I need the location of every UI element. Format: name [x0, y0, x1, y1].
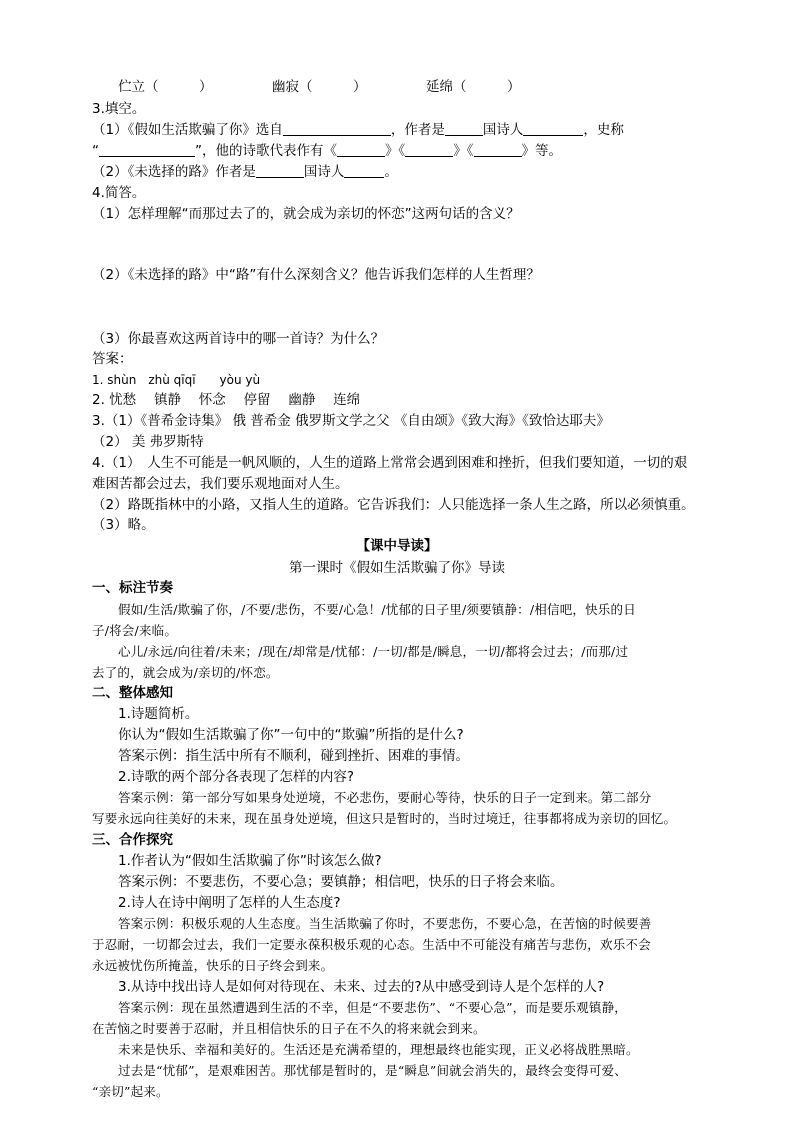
q4-item-1: （1）怎样理解“而那过去了的，就会成为亲切的怀恋”这两句话的含义？: [92, 206, 520, 222]
part-1-heading: 一、标注节奏: [92, 580, 173, 596]
answer-4-2: （2）路既指林中的小路，又指人生的道路。它告诉我们：人只能选择一条人生之路，所以必须慎重。: [92, 497, 695, 513]
answers-label: 答案：: [92, 351, 133, 367]
answer-2: 2. 忧愁 镇静 怀念 停留 幽静 连绵: [92, 392, 361, 408]
answer-4-1-cont: 难困苦都会过去，我们要乐观地面对人生。: [92, 476, 349, 492]
part-2-q1-sub: 你认为“假如生活欺骗了你”一句中的“欺骗”所指的是什么?: [118, 727, 464, 743]
part-3-a2-line-2: 于忍耐，一切都会过去，我们一定要永葆积极乐观的心态。生活中不可能没有痛苦与悲伤，欢乐不会: [92, 937, 651, 952]
part-2-q1: 1.诗题简析。: [118, 706, 199, 722]
part-2-heading: 二、整体感知: [92, 685, 173, 701]
part-3-q2: 2.诗人在诗中阐明了怎样的人生态度?: [118, 895, 341, 911]
part-3-a3-line-4: 过去是“忧郁”，是艰难困苦。那忧郁是暂时的，是“瞬息”间就会消失的，最终会变得可爱、: [118, 1063, 627, 1078]
answer-3-1: 3.（1）《普希金诗集》 俄 普希金 俄罗斯文学之父 《自由颂》《致大海》《致恰达耶夫》: [92, 413, 610, 429]
part-3-q1: 1.作者认为“假如生活欺骗了你”时该怎么做?: [118, 853, 382, 869]
part-3-a3-line-2: 在苦恼之时要善于忍耐，并且相信快乐的日子在不久的将来就会到来。: [92, 1021, 486, 1036]
part-3-q3: 3.从诗中找出诗人是如何对待现在、未来、过去的?从中感受到诗人是个怎样的人?: [118, 979, 605, 995]
answer-1-pinyin: 1. shùn zhù qīqī yòu yù: [92, 373, 261, 387]
part-3-a1: 答案示例：不要悲伤，不要心急；要镇静；相信吧，快乐的日子将会来临。: [118, 874, 564, 890]
part-3-a2-line-3: 永远被忧伤所掩盖，快乐的日子终会到来。: [92, 958, 334, 973]
q3-item-1-cont: “ ”，他的诗歌代表作有《 》《 》《 》等。: [92, 143, 562, 159]
part-2-a1: 答案示例：指生活中所有不顺利，碰到挫折、困难的事情。: [118, 748, 469, 764]
vocab-item-1: 伫立（ ）: [118, 79, 213, 95]
vocab-item-3: 延绵（ ）: [426, 79, 521, 95]
part-2-a2-line-1: 答案示例：第一部分写如果身处逆境，不必悲伤，要耐心等待，快乐的日子一定到来。第二部分: [118, 790, 652, 805]
section-title: 【课中导读】: [356, 538, 438, 554]
part-3-heading: 三、合作探究: [92, 832, 173, 848]
part-2-a2-line-2: 写要永远向往美好的未来，现在虽身处逆境，但这只是暂时的，当时过境迁，往事都将成为亲切的回忆。: [92, 811, 677, 826]
answer-4-3: （3）略。: [92, 517, 155, 533]
part-3-a2-line-1: 答案示例：积极乐观的人生态度。当生活欺骗了你时，不要悲伤，不要心急，在苦恼的时候要善: [118, 916, 652, 931]
q4-heading: 4.简答。: [92, 185, 146, 201]
rhythm-line-1: 假如/生活/欺骗了你，/不要/悲伤，不要/心急！/忧郁的日子里/须要镇静：/相信吧，快乐的日: [118, 602, 636, 617]
answer-3-2: （2） 美 弗罗斯特: [92, 434, 204, 450]
rhythm-line-2: 子/将会/来临。: [92, 623, 178, 638]
q3-item-2: （2）《未选择的路》作者是 国诗人 。: [92, 164, 398, 180]
part-3-a3-line-1: 答案示例：现在虽然遭遇到生活的不幸，但是“不要悲伤”、“不要心急”，而是要乐观镇静，: [118, 1000, 627, 1015]
lesson-subtitle: 第一课时《假如生活欺骗了你》导读: [289, 560, 505, 576]
part-3-a3-line-5: “亲切”起来。: [92, 1084, 169, 1099]
vocab-item-2: 幽寂（ ）: [272, 79, 367, 95]
q4-item-3: （3）你最喜欢这两首诗中的哪一首诗？为什么？: [92, 331, 385, 347]
rhythm-line-4: 去了的，就会成为/亲切的/怀恋。: [92, 665, 279, 680]
answer-4-1: 4.（1） 人生不可能是一帆风顺的，人生的道路上常常会遇到困难和挫折，但我们要知道，一切的艰: [92, 455, 688, 471]
q4-item-2: （2）《未选择的路》中“路”有什么深刻含义？他告诉我们怎样的人生哲理？: [92, 267, 540, 283]
q3-heading: 3.填空。: [92, 101, 146, 117]
rhythm-line-3: 心儿/永远/向往着/未来；/现在/却常是/忧郁：/一切/都是/瞬息，一切/都将会过去；/而那/过: [118, 644, 629, 659]
part-2-q2: 2.诗歌的两个部分各表现了怎样的内容?: [118, 769, 355, 785]
q3-item-1: （1）《假如生活欺骗了你》选自 ，作者是 国诗人 ，史称: [92, 122, 624, 138]
part-3-a3-line-3: 未来是快乐、幸福和美好的。生活还是充满希望的，理想最终也能实现，正义必将战胜黑暗。: [118, 1042, 639, 1057]
